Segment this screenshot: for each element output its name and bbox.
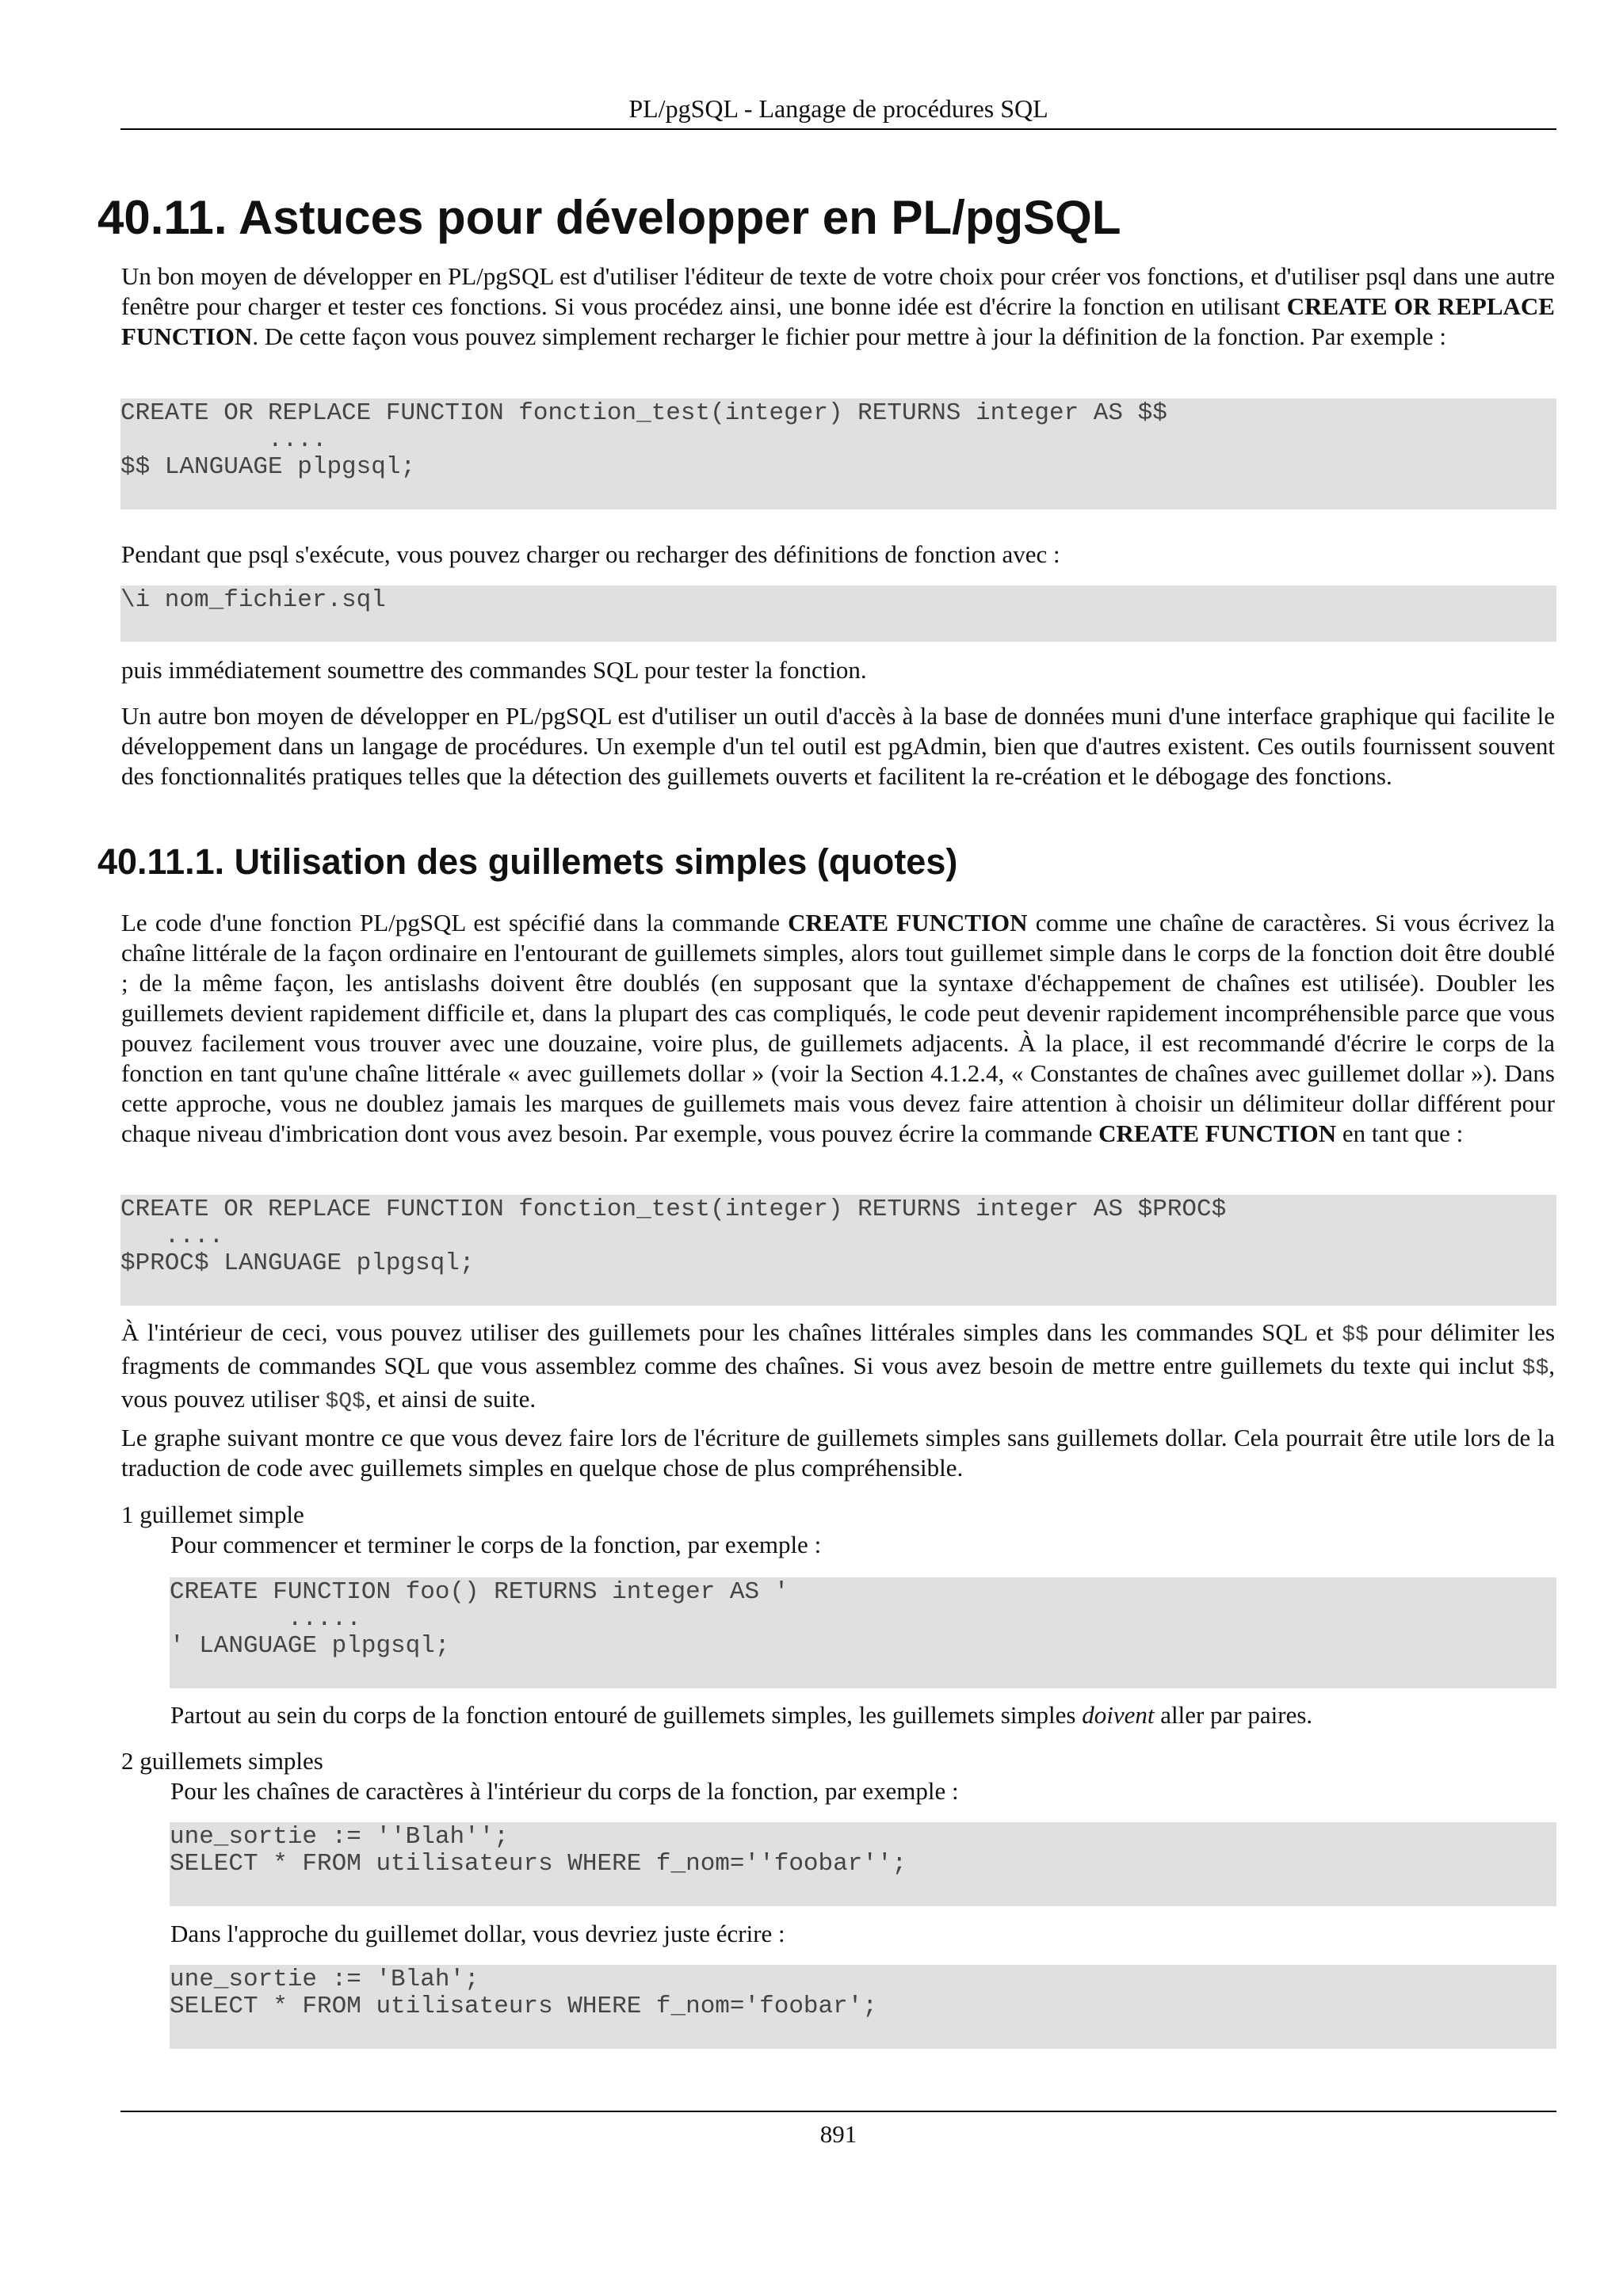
- subsection-paragraph-1: Le code d'une fonction PL/pgSQL est spécifié dans la commande CREATE FUNCTION comme une chaîne de caractères. Si vous écrivez la chaîne littérale de la façon ordinaire en l'entourant de guillemets simples, alors tout guillemet simple dans le corps de la fonction doit être doublé ; de la même façon, les antislashs doivent être doublés (en supposant que la syntaxe d'échappement de chaînes est utilisée). Doubler les guillemets devient rapidement difficile et, dans la plupart des cas compliqués, le code peut devenir rapidement incompréhensible parce que vous pouvez facilement vous trouver avec une douzaine, voire plus, de guillemets adjacents. À la place, il est recommandé d'écrire le corps de la fonction en tant qu'une chaîne littérale « avec guillemets dollar » (voir la Section 4.1.2.4, « Constantes de chaînes avec guillemet dollar »). Dans cette approche, vous ne doublez jamais les marques de guillemets mais vous devez faire attention à choisir un délimiteur dollar différent pour chaque niveau d'imbrication dont vous avez besoin. Par exemple, vous pouvez écrire la commande CREATE FUNCTION en tant que :: [121, 909, 1555, 1147]
- footer-rule: [120, 2111, 1556, 2112]
- list-term-2: 2 guillemets simples: [121, 1747, 323, 1775]
- inline-code: $$: [1522, 1356, 1549, 1381]
- list-desc-1: Pour commencer et terminer le corps de la fonction, par exemple :: [170, 1531, 822, 1558]
- subsection-paragraph-3: Le graphe suivant montre ce que vous devez faire lors de l'écriture de guillemets simples sans guillemets dollar. Cela pourrait être utile lors de la traduction de code avec guillemets simples en quelque chose de plus compréhensible.: [121, 1424, 1555, 1482]
- code-block-include-file: \i nom_fichier.sql: [120, 585, 1556, 642]
- list-note-2: Dans l'approche du guillemet dollar, vous devriez juste écrire :: [170, 1920, 785, 1947]
- intro-paragraph-3: puis immédiatement soumettre des commandes SQL pour tester la fonction.: [121, 656, 867, 684]
- subsection-paragraph-2: À l'intérieur de ceci, vous pouvez utiliser des guillemets pour les chaînes littérales simples dans les commandes SQL et $$ pour délimiter les fragments de commandes SQL que vous assemblez comme des chaînes. Si vous avez besoin de mettre entre guillemets du texte qui inclut $$, vous pouvez utiliser $Q$, et ainsi de suite.: [121, 1318, 1556, 1414]
- list-note-1: Partout au sein du corps de la fonction entouré de guillemets simples, les guillemets simples doivent aller par paires.: [170, 1701, 1313, 1729]
- intro-paragraph-4: Un autre bon moyen de développer en PL/pgSQL est d'utiliser un outil d'accès à la base de données muni d'une interface graphique qui facilite le développement dans un langage de procédures. Un exemple d'un tel outil est pgAdmin, bien que d'autres existent. Ces outils fournissent souvent des fonctionnalités pratiques telles que la détection des guillemets ouverts et facilitent la re-création et le débogage des fonctions.: [121, 702, 1555, 790]
- command-name: CREATE FUNCTION: [1098, 1119, 1337, 1147]
- intro-paragraph-1: Un bon moyen de développer en PL/pgSQL est d'utiliser l'éditeur de texte de votre choix pour créer vos fonctions, et d'utiliser psql dans une autre fenêtre pour charger et tester ces fonctions. Si vous procédez ainsi, une bonne idée est d'écrire la fonction en utilisant CREATE OR REPLACE FUNCTION. De cette façon vous pouvez simplement recharger le fichier pour mettre à jour la définition de la fonction. Par exemple :: [121, 262, 1555, 350]
- command-name: CREATE OR REPLACE FUNCTION: [121, 292, 1555, 350]
- list-term-1: 1 guillemet simple: [121, 1501, 304, 1528]
- section-title: 40.11. Astuces pour développer en PL/pgSQL: [97, 191, 1121, 244]
- command-name: CREATE FUNCTION: [788, 909, 1028, 936]
- code-block-single-quote: CREATE FUNCTION foo() RETURNS integer AS ' ..... ' LANGUAGE plpgsql;: [170, 1577, 1556, 1688]
- page-number: 891: [819, 2120, 857, 2148]
- list-desc-2: Pour les chaînes de caractères à l'intérieur du corps de la fonction, par exemple :: [170, 1777, 959, 1805]
- inline-code: $$: [1342, 1323, 1369, 1348]
- code-block-dollar-quote: CREATE OR REPLACE FUNCTION fonction_test(integer) RETURNS integer AS $PROC$ .... $PROC$ LANGUAGE plpgsql;: [120, 1195, 1556, 1306]
- code-block-create-function: CREATE OR REPLACE FUNCTION fonction_test(integer) RETURNS integer AS $$ .... $$ LANGUAGE plpgsql;: [120, 399, 1556, 509]
- subsection-title: 40.11.1. Utilisation des guillemets simples (quotes): [97, 841, 958, 882]
- code-block-double-quote: une_sortie := ''Blah''; SELECT * FROM utilisateurs WHERE f_nom=''foobar'';: [170, 1822, 1556, 1906]
- emphasis: doivent: [1082, 1701, 1155, 1729]
- inline-code: $Q$: [325, 1390, 365, 1414]
- intro-paragraph-2: Pendant que psql s'exécute, vous pouvez charger ou recharger des définitions de fonction avec :: [121, 540, 1060, 568]
- code-block-dollar-equivalent: une_sortie := 'Blah'; SELECT * FROM utilisateurs WHERE f_nom='foobar';: [170, 1965, 1556, 2049]
- running-header: PL/pgSQL - Langage de procédures SQL: [628, 94, 1048, 123]
- header-rule: [120, 128, 1556, 130]
